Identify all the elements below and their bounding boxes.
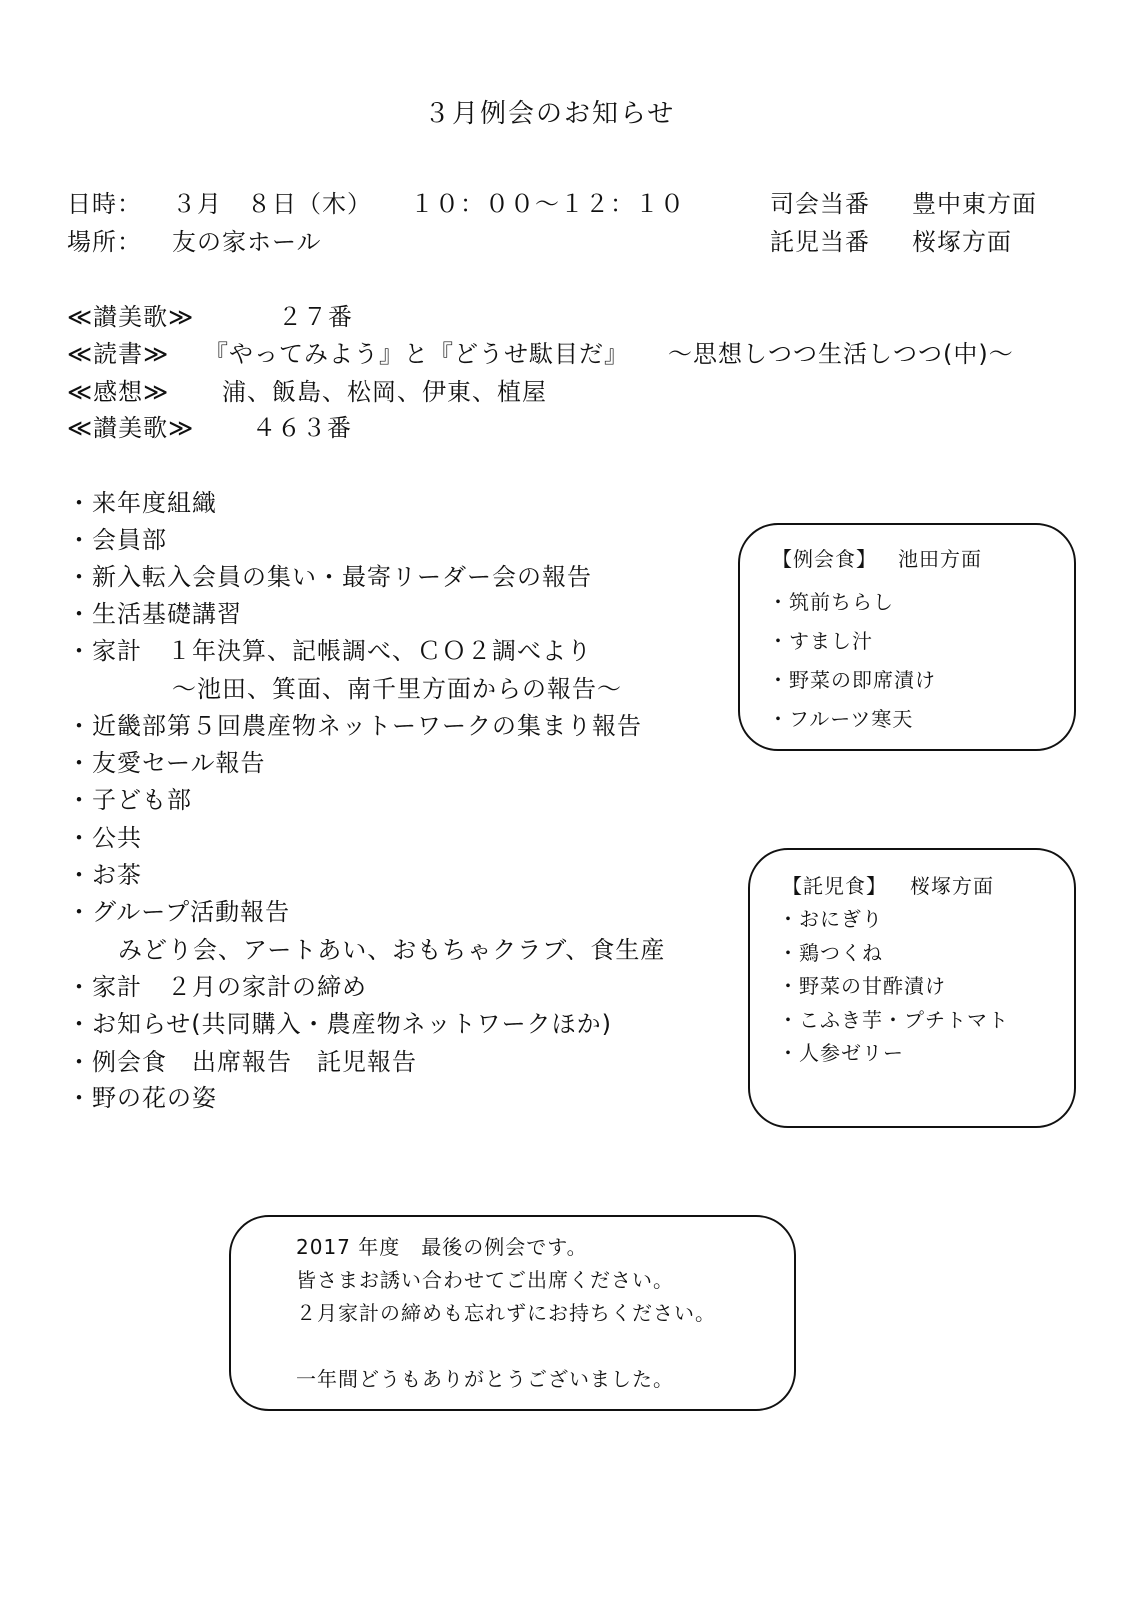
agenda-item: ・友愛セール報告 (67, 749, 266, 777)
childcare-label: 託児当番 (770, 228, 870, 256)
child-meal-item: ・人参ゼリー (778, 1041, 904, 1065)
impressions-label: ≪感想≫ (67, 378, 170, 406)
host-value: 豊中東方面 (912, 190, 1037, 218)
notice-line: ２月家計の締めも忘れずにお持ちください。 (296, 1301, 716, 1325)
agenda-item: ・会員部 (67, 526, 167, 554)
childcare-value: 桜塚方面 (912, 228, 1012, 256)
child-meal-item: ・おにぎり (778, 907, 883, 931)
host-label: 司会当番 (770, 190, 870, 218)
place-label: 場所： (67, 228, 142, 256)
child-meal-heading: 【託児食】 (782, 874, 887, 898)
meal-item: ・筑前ちらし (768, 590, 894, 614)
agenda-item: ・近畿部第５回農産物ネットーワークの集まり報告 (67, 712, 642, 740)
meal-item: ・フルーツ寒天 (768, 707, 914, 731)
hymn1-value: ２７番 (278, 303, 353, 331)
agenda-item: ・お知らせ(共同購入・農産物ネットワークほか) (67, 1010, 613, 1038)
notice-line: 一年間どうもありがとうございました。 (296, 1367, 674, 1391)
agenda-item: ・新入転入会員の集い・最寄リーダー会の報告 (67, 563, 592, 591)
agenda-item: ・来年度組織 (67, 489, 217, 517)
meal-item: ・すまし汁 (768, 629, 873, 653)
hymn2-value: ４６３番 (252, 414, 352, 442)
notice-line: 皆さまお誘い合わせてご出席ください。 (296, 1268, 674, 1292)
meal-area: 池田方面 (898, 547, 982, 571)
hymn1-label: ≪讃美歌≫ (67, 303, 195, 331)
notice-line: 2017 年度 最後の例会です。 (296, 1235, 588, 1259)
agenda-item: ・生活基礎講習 (67, 600, 242, 628)
reading-value: 『やってみよう』と『どうせ駄目だ』 (204, 340, 629, 368)
child-meal-item: ・鶏つくね (778, 941, 883, 965)
reading-source: ～思想しつつ生活しつつ(中)～ (668, 340, 1014, 368)
place-value: 友の家ホール (172, 228, 322, 256)
agenda-item-sub: ～池田、箕面、南千里方面からの報告～ (172, 675, 622, 703)
date-label: 日時： (67, 190, 142, 218)
date-value: ３月 ８日（木） (172, 190, 372, 218)
agenda-item: ・子ども部 (67, 786, 192, 814)
child-meal-item: ・こふき芋・プチトマト (778, 1008, 1009, 1032)
hymn2-label: ≪讃美歌≫ (67, 414, 195, 442)
agenda-item-sub: みどり会、アートあい、おもちゃクラブ、食生産 (118, 936, 666, 964)
meal-item: ・野菜の即席漬け (768, 668, 936, 692)
time-value: １０：００～１２：１０ (410, 190, 685, 218)
page-title: ３月例会のお知らせ (424, 99, 676, 129)
agenda-item: ・公共 (67, 824, 142, 852)
meal-heading: 【例会食】 (772, 547, 877, 571)
agenda-item: ・家計 １年決算、記帳調べ、ＣＯ２調べより (67, 637, 592, 665)
agenda-item: ・野の花の姿 (67, 1084, 217, 1112)
child-meal-area: 桜塚方面 (910, 874, 994, 898)
reading-label: ≪読書≫ (67, 340, 170, 368)
impressions-value: 浦、飯島、松岡、伊東、植屋 (222, 378, 547, 406)
agenda-item: ・お茶 (67, 861, 142, 889)
agenda-item: ・グループ活動報告 (67, 898, 291, 926)
agenda-item: ・例会食 出席報告 託児報告 (67, 1048, 417, 1076)
agenda-item: ・家計 ２月の家計の締め (67, 973, 367, 1001)
child-meal-item: ・野菜の甘酢漬け (778, 974, 946, 998)
